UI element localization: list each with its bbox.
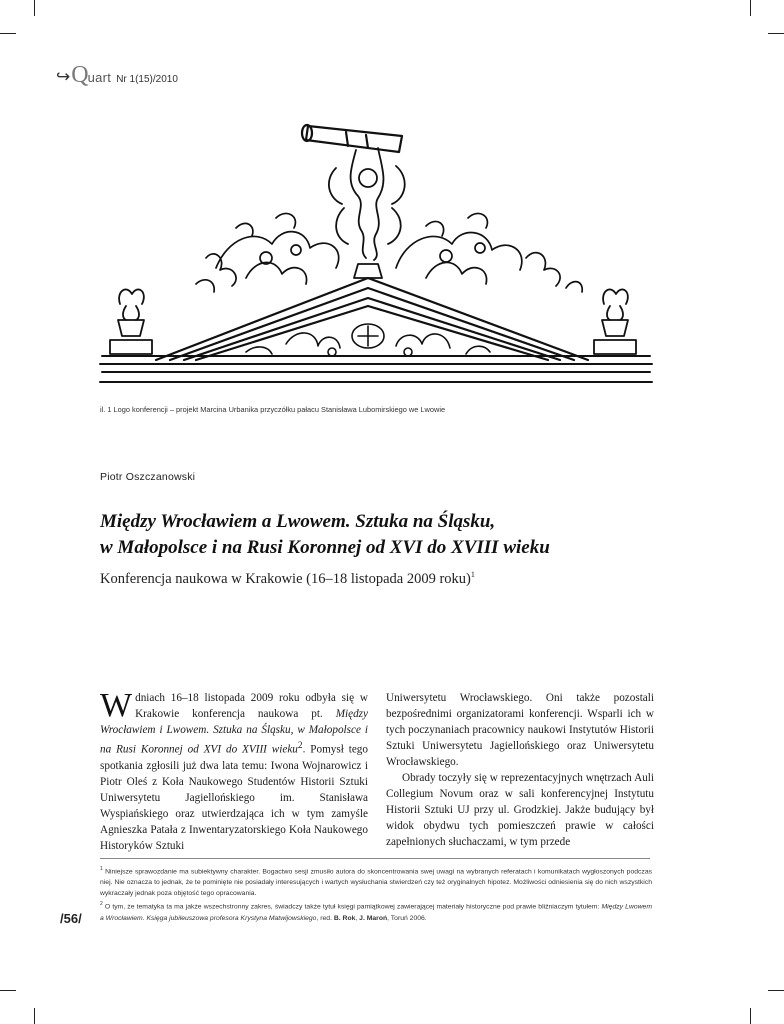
crop-mark bbox=[768, 33, 784, 34]
body-column-left bbox=[100, 687, 368, 854]
footnote-text: Niniejsze sprawozdanie ma subiektywny charakter. Bogactwo sesji zmusiło autora do skoncentrowania swej uwagi na wybranych referatach i komunikatach wygłoszonych podczas niej. Nie oznacza to jednak, że te pominięte nie posiadały interesujących i wartych wysłuchania stwierdzeń czy też oryginalnych hipotez. Możliwości odniesienia się do nich wszystkich wykraczały jednak poza objętość tego opracowania. bbox=[100, 868, 652, 898]
quart-logo-text: uart bbox=[87, 70, 112, 85]
issue-number: Nr 1(15)/2010 bbox=[116, 74, 178, 85]
article-author: Piotr Oszczanowski bbox=[100, 471, 196, 483]
body-text: . Pomysł tego spotkania zgłosili już dwa lata temu: Iwona Wojnarowicz i Piotr Oleś z Koła Naukowego Studentów Historii Sztuki Uniwersytetu Jagiellońskiego im. Stanisława Wyspiańskiego oraz utwierdzająca ich w tym zamyśle Agnieszka Patała z Inwentaryzatorskiego Koła Naukowego Historyków Sztuki bbox=[100, 743, 368, 852]
article-subtitle-text: Konferencja naukowa w Krakowie (16–18 listopada 2009 roku) bbox=[100, 570, 471, 587]
crop-mark bbox=[0, 990, 16, 991]
crop-mark bbox=[0, 33, 16, 34]
crop-mark bbox=[750, 0, 751, 16]
crop-mark bbox=[768, 990, 784, 991]
crop-mark bbox=[34, 0, 35, 16]
footnote-1 bbox=[100, 864, 652, 899]
figure-caption: il. 1 Logo konferencji – projekt Marcina Urbanika przyczółku pałacu Stanisława Lubomirskiego we Lwowie bbox=[100, 405, 446, 414]
footnote-ref-2[interactable]: 2 bbox=[297, 741, 303, 751]
page-number: /56/ bbox=[60, 911, 82, 926]
footnote-text: , Toruń 2006. bbox=[387, 914, 427, 922]
editor-name: B. Rok bbox=[333, 914, 356, 922]
body-paragraph: Uniwersytetu Wrocławskiego. Oni także pozostali bezpośrednimi organizatorami konferencji. Wsparli ich w tych poczynaniach pracownicy naukowi Instytutów Historii Sztuki Uniwersytetu Jagiellońskiego oraz Uniwersytetu Wrocławskiego. bbox=[386, 692, 654, 768]
article-title-line-2: w Małopolsce i na Rusi Koronnej od XVI do XVIII wieku bbox=[100, 537, 550, 558]
footnote-number: 1 bbox=[100, 866, 103, 872]
body-text: dniach 16–18 listopada 2009 roku odbyła się w Krakowie konferencja naukowa pt. bbox=[135, 692, 368, 720]
article-title-line-1: Między Wrocławiem a Lwowem. Sztuka na Śląsku, bbox=[100, 511, 496, 532]
article-title bbox=[100, 509, 700, 561]
conference-title-italic: Między Wrocławiem i Lwowem. Sztuka na Śląsku, w Małopolsce i na Rusi Koronnej od XVI do XVIII wieku bbox=[100, 708, 368, 756]
footnote-2 bbox=[100, 899, 652, 923]
footnote-text: O tym, że tematyka ta ma jakże wszechstronny zakres, świadczy także tytuł księgi pamiątkowej zawierającej materiały historyczne pod prawie bliźniaczym tytułem: bbox=[102, 903, 602, 911]
footnote-text: , bbox=[355, 914, 360, 922]
editor-name: J. Maroń bbox=[359, 914, 388, 922]
body-paragraph: Obrady toczyły się w reprezentacyjnych wnętrzach Auli Collegium Novum oraz w sali konferencyjnej Instytutu Historii Sztuki UJ przy ul. Grodzkiej. Jakże budujący był widok obydwu tych pomieszczeń prawie w całości zapełnionych słuchaczami, w tym przede bbox=[386, 772, 654, 848]
body-paragraph bbox=[100, 687, 368, 854]
crop-mark bbox=[34, 1008, 35, 1024]
crop-mark bbox=[750, 1008, 751, 1024]
footnote-ref-1[interactable]: 1 bbox=[470, 570, 475, 579]
footnote-separator bbox=[100, 858, 650, 859]
footnote-number: 2 bbox=[100, 901, 103, 908]
footnotes bbox=[100, 864, 652, 924]
book-title-italic: Między Lwowem a Wrocławiem. Księga jubileuszowa profesora Krystyna Matwijowskiego bbox=[100, 903, 652, 922]
journal-header bbox=[56, 62, 178, 89]
telescope-icon bbox=[302, 125, 402, 152]
pediment-illustration bbox=[96, 108, 656, 400]
quart-logo-q: Q bbox=[71, 62, 89, 88]
article-subtitle bbox=[100, 570, 475, 588]
quart-logo-arrow-icon: ↪ bbox=[56, 67, 71, 87]
body-column-right bbox=[386, 690, 654, 850]
footnote-text: , red. bbox=[316, 914, 334, 922]
drop-cap: W bbox=[100, 687, 133, 724]
